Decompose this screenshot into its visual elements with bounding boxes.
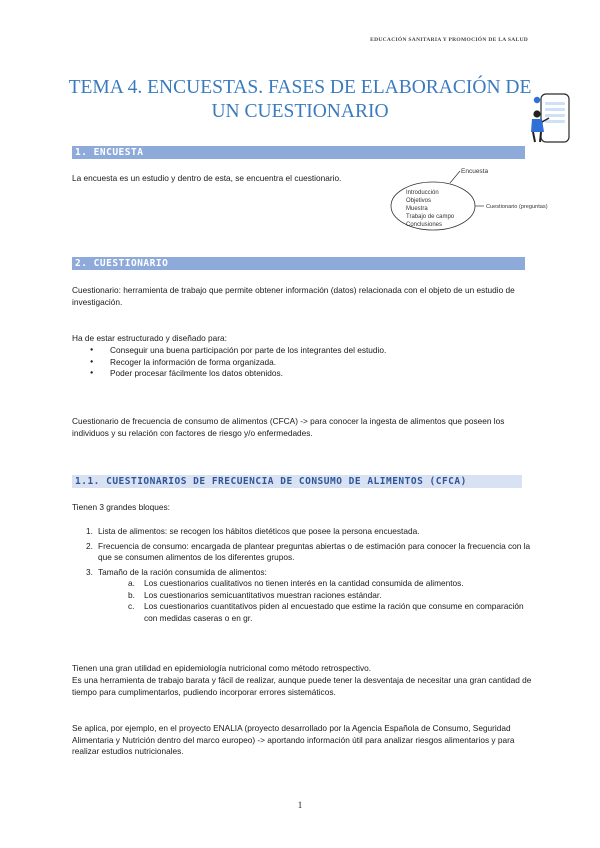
encuesta-diagram [388, 166, 548, 238]
cfca-text: Cuestionario de frecuencia de consumo de alimentos (CFCA) -> para conocer la ingesta de alimentos que poseen los individuos y su relación con factores de riesgo y/o enfermedades. [72, 416, 505, 438]
list-letter: b. [128, 589, 135, 600]
utility-text-2: Es una herramienta de trabajo barata y fácil de realizar, aunque puede tener la desventaja de necesitar una gran cantidad de tiempo para cumplimentarlos, pudiendo incorporar errores sistemáticos. [72, 675, 532, 697]
ration-sublist [98, 578, 532, 624]
list-number: 3. [86, 566, 93, 577]
list-item: ● Recoger la información de forma organizada. [72, 357, 386, 369]
cfca-blocks-list [72, 526, 532, 627]
section-heading-cfca: 1.1. CUESTIONARIOS DE FRECUENCIA DE CONSUMO DE ALIMENTOS (CFCA) [72, 475, 522, 488]
page-title [60, 76, 540, 124]
list-number: 1. [86, 526, 93, 536]
section-heading-encuesta: 1. ENCUESTA [72, 146, 525, 159]
diagram-item: Muestra [406, 206, 428, 212]
list-letter: c. [128, 601, 135, 611]
diagram-top-label: Encuesta [461, 168, 489, 175]
running-header: EDUCACIÓN SANITARIA Y PROMOCIÓN DE LA SALUD [370, 37, 528, 43]
cuestionario-definition: Cuestionario: herramienta de trabajo que permite obtener información (datos) relacionada con el objeto de un estudio de investigación. [72, 285, 515, 307]
list-item: ● Conseguir una buena participación por parte de los integrantes del estudio. [72, 345, 386, 357]
page-title-line2: UN CUESTIONARIO [211, 101, 389, 122]
list-item [72, 567, 532, 625]
page-title-line1: TEMA 4. ENCUESTAS. FASES DE ELABORACIÓN DE [68, 77, 532, 98]
list-letter: a. [128, 578, 135, 588]
list-item-text: Los cuestionarios semicuantitativos muestran raciones estándar. [144, 589, 382, 600]
list-item-text: Lista de alimentos: se recogen los hábitos dietéticos que posee la persona encuestada. [98, 526, 420, 536]
structure-intro: Ha de estar estructurado y diseñado para: [72, 333, 227, 343]
person-with-phone-illustration [527, 92, 577, 144]
utility-text-1: Tienen una gran utilidad en epidemiología nutricional como método retrospectivo. [72, 663, 372, 673]
list-item-text: Los cuestionarios cuantitativos piden al encuestado que estime la ración que consume en comparación con medidas caseras o en gr. [144, 601, 524, 623]
list-item [98, 601, 532, 624]
list-item [72, 526, 532, 538]
page-number: 1 [297, 800, 303, 810]
enalia-text: Se aplica, por ejemplo, en el proyecto ENALIA (proyecto desarrollado por la Agencia Española de Consumo, Seguridad Alimentaria y Nutrición dentro del marco europeo) -> aportando información útil para analizar riesgos alimentarios y para realizar estudios nutricionales. [72, 723, 515, 756]
list-item: ● Poder procesar fácilmente los datos obtenidos. [72, 368, 386, 380]
diagram-item: Objetivos [406, 198, 432, 204]
structure-bullet-list [72, 345, 386, 380]
diagram-side-label: Cuestionario (preguntas) [486, 204, 548, 210]
cfca-intro: Tienen 3 grandes bloques: [72, 502, 170, 512]
list-number: 2. [86, 540, 93, 551]
encuesta-text: La encuesta es un estudio y dentro de esta, se encuentra el cuestionario. [72, 173, 342, 183]
diagram-item: Trabajo de campo [406, 214, 455, 220]
list-item-text: Los cuestionarios cualitativos no tienen interés en la cantidad consumida de alimentos. [144, 578, 464, 588]
diagram-item: Introducción [406, 190, 439, 196]
section-heading-cuestionario: 2. CUESTIONARIO [72, 257, 525, 270]
list-item [98, 578, 532, 590]
list-item [98, 590, 532, 602]
diagram-item: Conclusiones [406, 222, 443, 228]
list-item [72, 541, 532, 564]
list-item-text: Frecuencia de consumo: encargada de plantear preguntas abiertas o de estimación para conocer la frecuencia con la que se consumen alimentos de los diferentes grupos. [98, 540, 531, 562]
list-item-text: Tamaño de la ración consumida de alimentos: [98, 566, 267, 577]
